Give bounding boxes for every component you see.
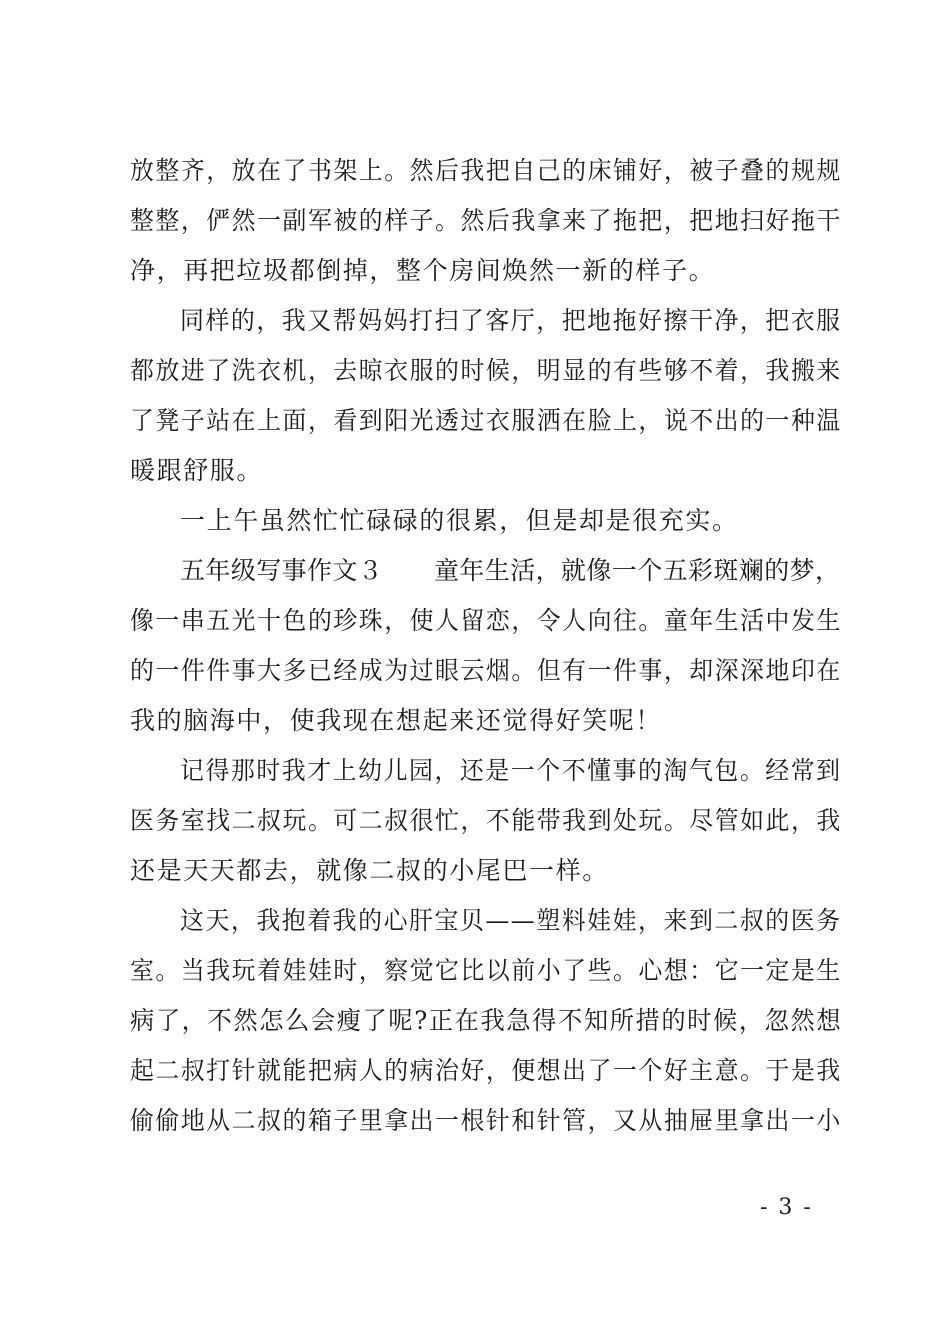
text-line: 一上午虽然忙忙碌碌的很累，但是却是很充实。: [180, 506, 739, 535]
text-line: 同样的，我又帮妈妈打扫了客厅，把地拖好擦干净，把衣服: [180, 306, 842, 335]
text-line: 还是天天都去，就像二叔的小尾巴一样。: [130, 856, 609, 885]
text-line: 像一串五光十色的珍珠，使人留恋，令人向往。童年生活中发生: [130, 606, 842, 635]
text-line: 医务室找二叔玩。可二叔很忙，不能带我到处玩。尽管如此，我: [130, 806, 842, 835]
text-line: 了凳子站在上面，看到阳光透过衣服洒在脸上，说不出的一种温: [130, 406, 842, 435]
text-line: 都放进了洗衣机，去晾衣服的时候，明显的有些够不着，我搬来: [130, 356, 842, 385]
text-line: 记得那时我才上幼儿园，还是一个不懂事的淘气包。经常到: [180, 756, 842, 785]
text-line: 五年级写事作文３ 童年生活，就像一个五彩斑斓的梦，: [180, 556, 841, 585]
text-line: 起二叔打针就能把病人的病治好，便想出了一个好主意。于是我: [130, 1056, 842, 1085]
text-line: 的一件件事大多已经成为过眼云烟。但有一件事，却深深地印在: [130, 656, 842, 685]
text-line: 暖跟舒服。: [130, 456, 264, 485]
text-line: 病了，不然怎么会瘦了呢?正在我急得不知所措的时候，忽然想: [130, 1006, 843, 1035]
text-line: 这天，我抱着我的心肝宝贝——塑料娃娃，来到二叔的医务: [180, 906, 842, 935]
text-line: 偷偷地从二叔的箱子里拿出一根针和针管，又从抽屉里拿出一小: [130, 1106, 842, 1135]
text-line: 放整齐，放在了书架上。然后我把自己的床铺好，被子叠的规规: [130, 156, 842, 185]
text-line: 我的脑海中，使我现在想起来还觉得好笑呢！: [130, 706, 663, 735]
page-number: - 3 -: [760, 1195, 813, 1220]
text-line: 净，再把垃圾都倒掉，整个房间焕然一新的样子。: [130, 256, 716, 285]
text-line: 室。当我玩着娃娃时，察觉它比以前小了些。心想：它一定是生: [130, 956, 842, 985]
text-line: 整整，俨然一副军被的样子。然后我拿来了拖把，把地扫好拖干: [130, 206, 842, 235]
